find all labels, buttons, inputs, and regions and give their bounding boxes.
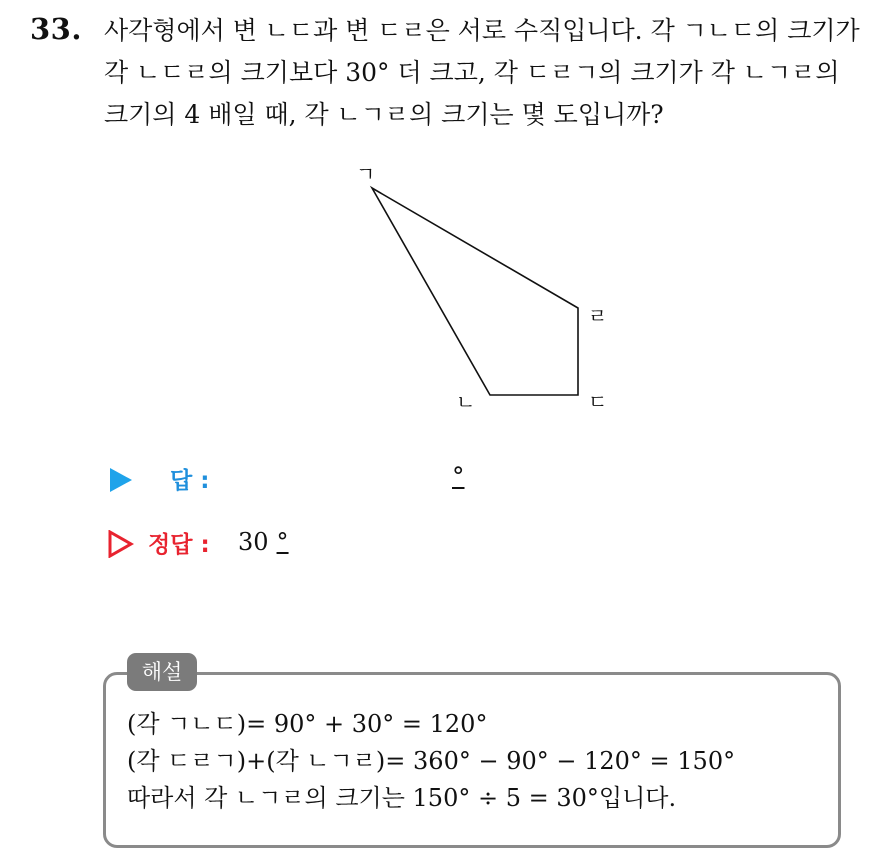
correct-answer-label: 정답 : [148,532,210,558]
explanation-line: 따라서 각 ㄴㄱㄹ의 크기는 150° ÷ 5 = 30°입니다. [127,784,677,812]
quadrilateral-shape [372,188,578,395]
correct-answer-unit: ° [276,528,289,556]
outline-triangle-icon [108,530,134,558]
play-triangle-icon [110,468,132,492]
explanation-line: (각 ㄷㄹㄱ)+(각 ㄴㄱㄹ)= 360° − 90° − 120° = 150° [127,747,736,775]
question-text [104,10,874,136]
vertex-label-bottom-right: ㄷ [588,390,608,414]
question-number: 33. [30,12,82,46]
explanation-line: (각 ㄱㄴㄷ)= 90° + 30° = 120° [127,710,488,738]
answer-label: 답 : [170,468,210,494]
explanation-text [127,706,735,817]
vertex-label-bottom-left: ㄴ [456,390,476,414]
explanation-tab: 해설 [127,653,197,691]
question-line: 크기의 4 배일 때, 각 ㄴㄱㄹ의 크기는 몇 도입니까? [104,100,664,129]
answer-unit: ° [452,462,465,491]
vertex-label-right-upper: ㄹ [588,304,608,328]
correct-answer-value: 30 [238,528,269,556]
vertex-label-top: ㄱ [356,162,376,186]
question-line: 각 ㄴㄷㄹ의 크기보다 30° 더 크고, 각 ㄷㄹㄱ의 크기가 각 ㄴㄱㄹ의 [104,58,840,87]
quadrilateral-svg [340,150,640,420]
correct-answer-value-group [238,528,289,556]
question-line: 사각형에서 변 ㄴㄷ과 변 ㄷㄹ은 서로 수직입니다. 각 ㄱㄴㄷ의 크기가 [104,16,860,45]
quadrilateral-figure [340,150,640,420]
